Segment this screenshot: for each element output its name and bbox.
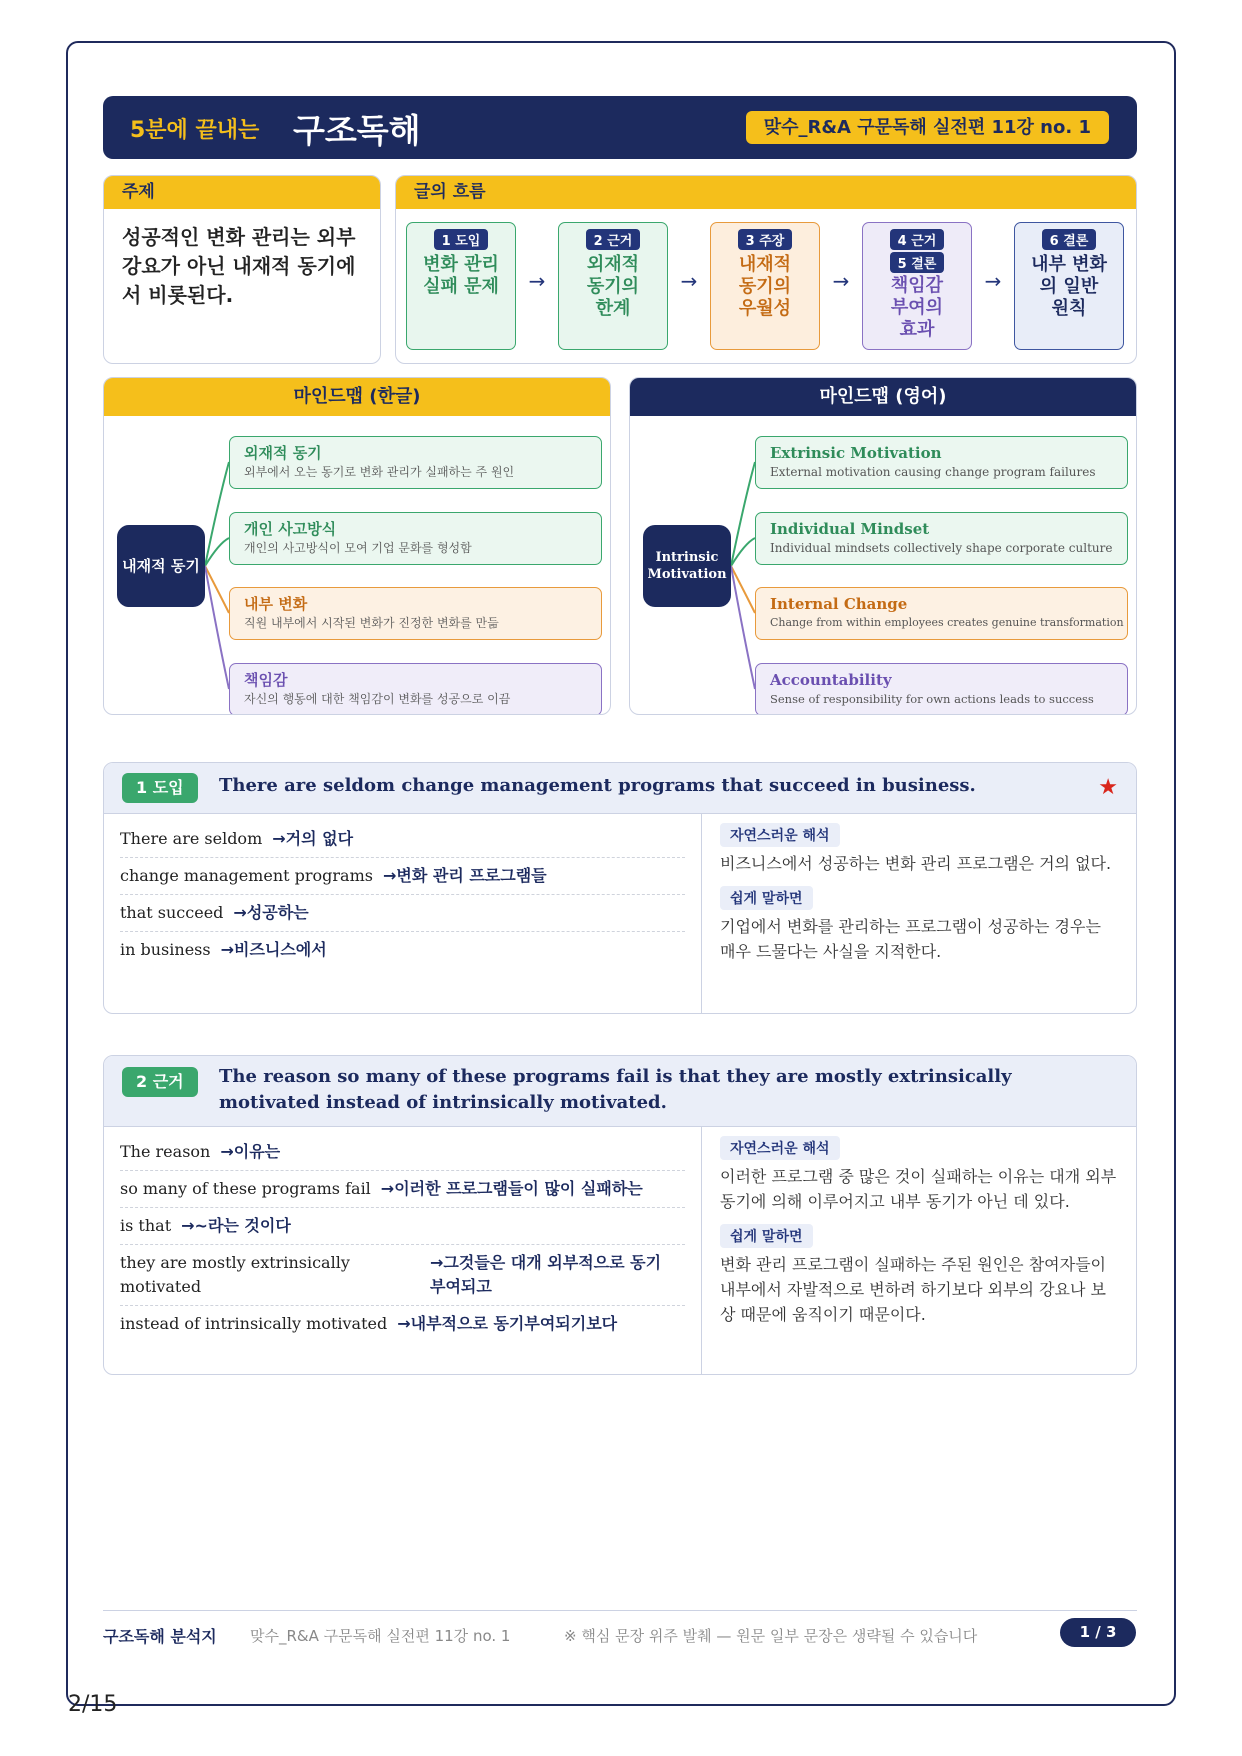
gloss-en: that succeed [120, 903, 224, 922]
flow-step-2 [558, 222, 668, 350]
flow-step-text: 변화 관리 실패 문제 [423, 254, 499, 297]
node-desc: 직원 내부에서 시작된 변화가 진정한 변화를 만듦 [244, 616, 499, 630]
natural-label: 자연스러운 해석 [720, 1136, 840, 1160]
node-desc: Sense of responsibility for own actions leads to success [770, 692, 1094, 706]
gloss-ko: →성공하는 [233, 903, 309, 922]
gloss-en: is that [120, 1216, 172, 1235]
gloss-row [120, 1306, 685, 1342]
natural-translation: 비즈니스에서 성공하는 변화 관리 프로그램은 거의 없다. [720, 854, 1112, 873]
natural-label: 자연스러운 해석 [720, 823, 840, 847]
natural-translation: 이러한 프로그램 중 많은 것이 실패하는 이유는 대개 외부 동기에 의해 이루어지고 내부 동기가 아닌 데 있다. [720, 1167, 1117, 1211]
mindmap-en-node [755, 587, 1128, 640]
gloss-en: instead of intrinsically motivated [120, 1314, 388, 1333]
footer-divider [103, 1610, 1137, 1611]
flow-label: 글의 흐름 [396, 176, 1136, 209]
mindmap-ko-panel [103, 377, 611, 715]
flow-step-tag: 6 결론 [1042, 229, 1097, 250]
section-sentence: The reason so many of these programs fail is that they are mostly extrinsically motivated instead of intrinsically motivated. [219, 1066, 1012, 1113]
mindmap-ko-node [229, 663, 602, 715]
gloss-row [120, 1134, 685, 1171]
node-desc: Individual mindsets collectively shape corporate culture [770, 541, 1113, 555]
mindmap-ko-node [229, 512, 602, 565]
mindmap-ko-node [229, 436, 602, 489]
node-title: 책임감 [244, 671, 288, 689]
gloss-row [120, 1171, 685, 1208]
gloss-ko: →비즈니스에서 [220, 940, 327, 959]
gloss-en: There are seldom [120, 829, 263, 848]
easy-label: 쉽게 말하면 [720, 1224, 813, 1248]
flow-step-tag: 2 근거 [586, 229, 641, 250]
gloss-en: they are mostly extrinsically motivated [120, 1253, 350, 1296]
mindmap-en-node [755, 436, 1128, 489]
gloss-en: change management programs [120, 866, 373, 885]
gloss-ko: →거의 없다 [272, 829, 354, 848]
gloss-row [120, 1245, 685, 1306]
star-icon: ★ [1098, 775, 1118, 800]
lesson-badge: 맞수_R&A 구문독해 실전편 11강 no. 1 [746, 111, 1109, 144]
flow-arrow-icon: → [680, 269, 698, 293]
header-title: 구조독해 [293, 111, 421, 150]
gloss-en: so many of these programs fail [120, 1179, 371, 1198]
flow-panel [395, 175, 1137, 364]
flow-step-3 [710, 222, 820, 350]
footer-title: 구조독해 분석지 [103, 1627, 217, 1646]
section-tag: 2 근거 [122, 1067, 198, 1097]
gloss-list [104, 1126, 702, 1374]
flow-step-text: 책임감 부여의 효과 [890, 275, 944, 340]
topic-label: 주제 [104, 176, 380, 209]
section-tag: 1 도입 [122, 773, 198, 803]
mindmap-en-label: 마인드맵 (영어) [630, 378, 1136, 416]
header-subtitle: 5분에 끝내는 [130, 118, 260, 143]
node-desc: External motivation causing change program failures [770, 465, 1096, 479]
node-title: 개인 사고방식 [244, 520, 337, 538]
header-banner [103, 96, 1137, 159]
gloss-ko: →그것들은 대개 외부적으로 동기부여되고 [430, 1253, 662, 1296]
node-desc: 외부에서 오는 동기로 변화 관리가 실패하는 주 원인 [244, 465, 515, 479]
page-number: 2/15 [68, 1692, 118, 1717]
node-desc: 개인의 사고방식이 모여 기업 문화를 형성함 [244, 541, 472, 555]
gloss-row [120, 895, 685, 932]
node-title: Extrinsic Motivation [770, 444, 942, 462]
footer-subtitle: 맞수_R&A 구문독해 실전편 11강 no. 1 [250, 1627, 511, 1645]
gloss-ko: →이러한 프로그램들이 많이 실패하는 [380, 1179, 643, 1198]
flow-arrow-icon: → [528, 269, 546, 293]
gloss-ko: →내부적으로 동기부여되기보다 [397, 1314, 618, 1333]
gloss-ko: →~라는 것이다 [181, 1216, 291, 1235]
node-title: 내부 변화 [244, 595, 308, 613]
flow-step-4 [862, 222, 972, 350]
section-body [104, 1126, 1136, 1374]
topic-text: 성공적인 변화 관리는 외부 강요가 아닌 내재적 동기에서 비롯된다. [122, 225, 356, 307]
section-sentence: There are seldom change management programs that succeed in business. [219, 775, 976, 796]
gloss-row [120, 932, 685, 968]
section-body [104, 813, 1136, 1013]
node-title: Individual Mindset [770, 520, 930, 538]
easy-explanation: 변화 관리 프로그램이 실패하는 주된 원인은 참여자들이 내부에서 자발적으로 변하려 하기보다 외부의 강요나 보상 때문에 움직이기 때문이다. [720, 1255, 1107, 1324]
easy-explanation: 기업에서 변화를 관리하는 프로그램이 성공하는 경우는 매우 드물다는 사실을 지적한다. [720, 917, 1101, 961]
flow-step-1 [406, 222, 516, 350]
flow-step-5 [1014, 222, 1124, 350]
flow-step-tag: 4 근거 [890, 229, 945, 250]
translation-box [702, 1126, 1136, 1374]
footer-page-indicator: 1 / 3 [1060, 1618, 1136, 1647]
sentence-section-2 [103, 1055, 1137, 1375]
mindmap-ko-label: 마인드맵 (한글) [104, 378, 610, 416]
node-title: Accountability [770, 671, 892, 689]
node-desc: 자신의 행동에 대한 책임감이 변화를 성공으로 이끔 [244, 692, 511, 706]
gloss-ko: →변화 관리 프로그램들 [382, 866, 547, 885]
section-header [104, 763, 1136, 814]
flow-step-tag: 3 주장 [738, 229, 793, 250]
gloss-row [120, 858, 685, 895]
mindmap-en-panel [629, 377, 1137, 715]
gloss-en: The reason [120, 1142, 211, 1161]
node-title: Internal Change [770, 595, 908, 613]
flow-step-text: 내부 변화의 일반 원칙 [1031, 254, 1107, 319]
section-header [104, 1056, 1136, 1127]
flow-arrow-icon: → [832, 269, 850, 293]
mindmap-en-center: Intrinsic Motivation [643, 525, 731, 607]
mindmap-ko-node [229, 587, 602, 640]
easy-label: 쉽게 말하면 [720, 886, 813, 910]
node-desc: Change from within employees creates genuine transformation [770, 616, 1124, 629]
translation-box [702, 813, 1136, 1013]
mindmap-en-node [755, 512, 1128, 565]
flow-step-text: 외재적 동기의 한계 [586, 254, 640, 319]
node-title: 외재적 동기 [244, 444, 322, 462]
flow-step-tag: 5 결론 [890, 252, 945, 273]
mindmap-ko-center: 내재적 동기 [117, 525, 205, 607]
gloss-row [120, 1208, 685, 1245]
flow-step-tag: 1 도입 [434, 229, 489, 250]
flow-arrow-icon: → [984, 269, 1002, 293]
footer-note: ※ 핵심 문장 위주 발췌 — 원문 일부 문장은 생략될 수 있습니다 [564, 1627, 978, 1645]
mindmap-en-node [755, 663, 1128, 715]
gloss-row [120, 821, 685, 858]
topic-panel [103, 175, 381, 364]
flow-steps [406, 222, 1126, 350]
sentence-section-1 [103, 762, 1137, 1014]
gloss-en: in business [120, 940, 211, 959]
flow-step-text: 내재적 동기의 우월성 [738, 254, 792, 319]
gloss-ko: →이유는 [220, 1142, 281, 1161]
gloss-list [104, 813, 702, 1013]
